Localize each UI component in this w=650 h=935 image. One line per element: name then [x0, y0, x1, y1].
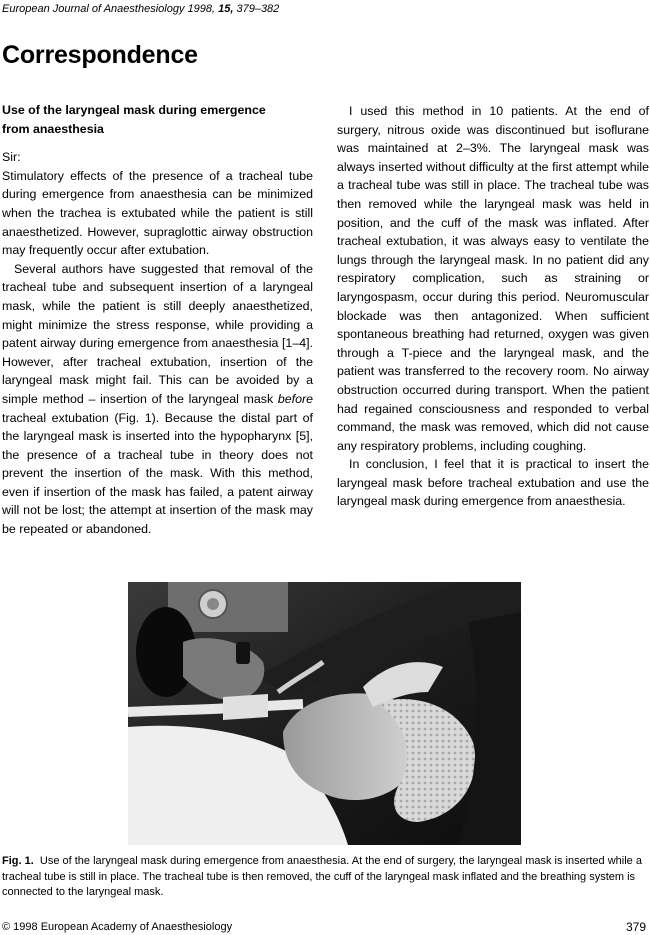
salutation: Sir: — [2, 150, 21, 165]
article-title-line1: Use of the laryngeal mask during emergence — [2, 103, 266, 117]
copyright-notice: © 1998 European Academy of Anaesthesiology — [2, 921, 233, 933]
figure-caption — [2, 854, 648, 901]
paragraph-3: I used this method in 10 patients. At the end of surgery, nitrous oxide was discontinued but isoflurane was maintained at 2–3%. The laryngeal mask was always inserted without difficulty at the first attempt while a tracheal tube was still in place. The tracheal tube was then removed while the laryngeal mask was held in position, and the cuff of the mask was inflated. After tracheal extubation, it was always easy to ventilate the lungs through the laryngeal mask. In no patient did any respiratory complication, such as straining or laryngospasm, occur during this period. Neuromuscular blockade was then antagonized. When sufficient spontaneous breathing had returned, oxygen was given through a T-piece and the laryngeal mask, and the patient was transferred to the recovery room. No airway obstruction occurred during transport. When the patient had regained consciousness and responded to verbal command, the mask was removed, which did not cause any respiratory problems, including coughing. — [337, 104, 649, 453]
section-title: Correspondence — [2, 41, 198, 69]
photo-illustration — [128, 582, 521, 845]
emphasis-before: before — [277, 391, 313, 406]
journal-pages: 379–382 — [236, 3, 280, 15]
journal-year: 1998, — [187, 3, 216, 15]
paragraph-1: Stimulatory effects of the presence of a tracheal tube during emergence from anaesthesia can be minimized when the trachea is extubated while the patient is still anaesthetized. However, supraglottic airway obstruction may frequently occur after extubation. — [2, 168, 313, 258]
journal-volume: 15, — [218, 3, 234, 15]
paragraph-2-part-b: tracheal extubation (Fig. 1). Because the distal part of the laryngeal mask is inserted into the hypopharynx [5], the presence of a tracheal tube in theory does not prevent the insertion of the mask. With this method, even if insertion of the mask has failed, a patent airway will not be lost; the attempt at insertion of the mask may be repeated or abandoned. — [2, 410, 313, 537]
paragraph-4: In conclusion, I feel that it is practical to insert the laryngeal mask before tracheal extubation and use the laryngeal mask during emergence from anaesthesia. — [337, 457, 649, 509]
journal-name: European Journal of Anaesthesiology — [2, 3, 185, 15]
caption-label: Fig. 1. — [2, 855, 34, 867]
article-title — [2, 101, 313, 138]
page-footer — [2, 920, 648, 934]
left-column — [2, 101, 313, 539]
article-title-line2: from anaesthesia — [2, 121, 104, 136]
caption-text: Use of the laryngeal mask during emergence from anaesthesia. At the end of surgery, the laryngeal mask is inserted while a tracheal tube is still in place. The tracheal tube is then removed, the cuff of the laryngeal mask inflated and the breathing system is connected to the laryngeal mask. — [2, 855, 642, 899]
page-number: 379 — [625, 920, 646, 934]
paragraph-2 — [2, 260, 313, 539]
figure-photo — [128, 582, 521, 845]
running-header — [2, 2, 279, 16]
right-column — [337, 102, 649, 511]
paragraph-2-part-a: Several authors have suggested that removal of the tracheal tube and subsequent insertion of a laryngeal mask, while the patient is still deeply anaesthetized, might minimize the stress response, while providing a patent airway during emergence from anaesthesia [1–4]. However, after tracheal extubation, insertion of the laryngeal mask might fail. This can be avoided by a simple method – insertion of the laryngeal mask — [2, 261, 313, 406]
